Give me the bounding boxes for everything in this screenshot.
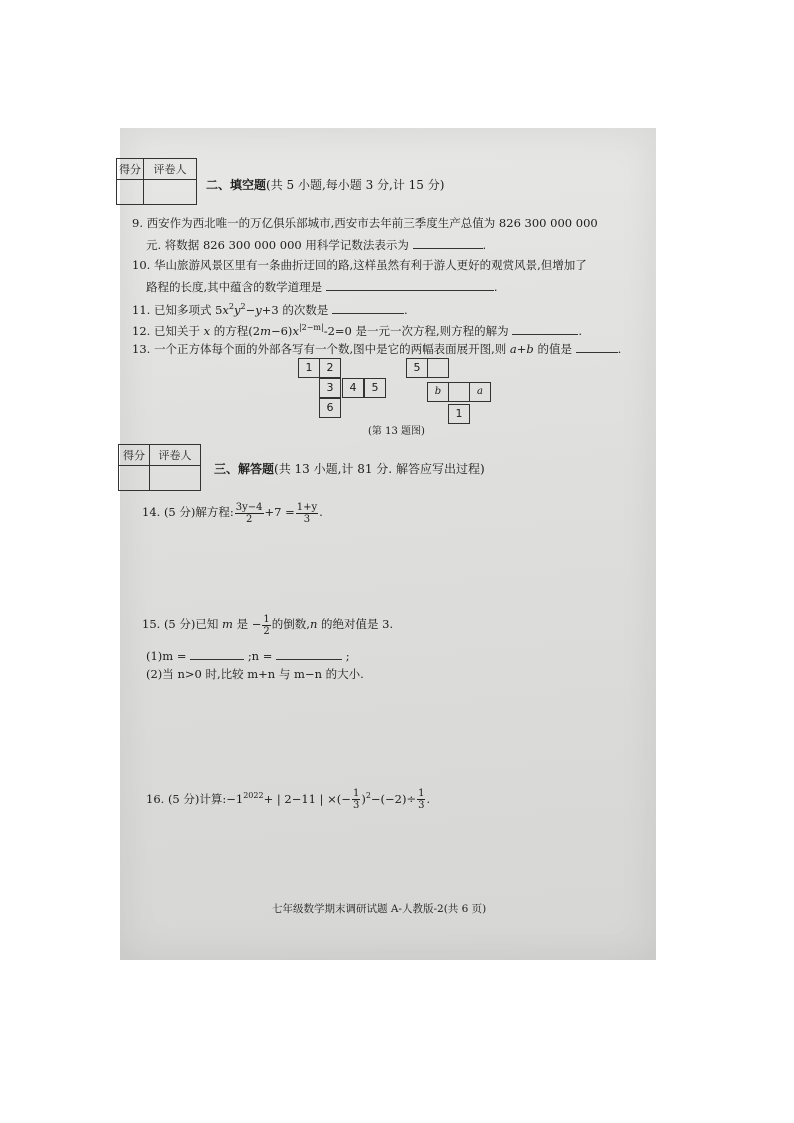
q15-part1 — [146, 648, 350, 663]
q15-m-blank[interactable] — [190, 648, 244, 660]
net1-cell-3: 3 — [319, 378, 341, 398]
grader-cell — [144, 180, 197, 205]
q16-end: . — [426, 791, 431, 806]
section2-title: 二、填空题 — [206, 178, 267, 192]
section3-note: (共 13 小题,计 81 分. 解答应写出过程) — [274, 462, 485, 476]
q16-den2: 3 — [418, 800, 425, 812]
q12-end: . — [578, 323, 582, 338]
section2-note: (共 5 小题,每小题 3 分,计 15 分) — [266, 178, 445, 192]
q9-text: 元. 将数据 826 300 000 000 用科学记数法表示为 — [146, 238, 409, 252]
q15-pre: 15. (5 分)已知 — [142, 617, 219, 631]
net1-cell-5: 5 — [364, 378, 386, 398]
q10-line1: 10. 华山旅游风景区里有一条曲折迂回的路,这样虽然有利于游人更好的观赏风景,但增加了 — [132, 258, 587, 272]
net2-cell-5: 5 — [406, 358, 428, 378]
score-cell-2 — [119, 466, 150, 491]
section3-title: 三、解答题 — [214, 462, 275, 476]
q14-fraction-1 — [235, 502, 264, 525]
q15-fraction — [262, 614, 270, 637]
q12-mid: 的方程(2 — [213, 323, 261, 338]
q15-part2: (2)当 n>0 时,比较 m+n 与 m−n 的大小. — [146, 667, 364, 681]
q12-line: 12. 已知关于 x 的方程$(2m-6)x^{|2-m|}-2=0$ 是一元一次方程,则方程的解为 . — [132, 323, 582, 338]
score-cell — [117, 180, 144, 205]
net2-cell-b: b — [427, 382, 449, 402]
q9-answer-blank[interactable] — [413, 237, 483, 249]
q10-text: 路程的长度,其中蕴含的数学道理是 — [146, 280, 323, 294]
q11-pre: 11. 已知多项式 5 — [132, 302, 223, 317]
q16-fraction-1 — [352, 788, 360, 811]
q14-num2: 1+y — [296, 501, 318, 513]
q14-end: . — [319, 505, 323, 519]
q9-end: . — [482, 238, 487, 252]
q10-end: . — [493, 280, 498, 294]
q15-post: 的倒数, — [271, 617, 310, 631]
q16-mid2: ) — [361, 791, 366, 806]
q15-n: n — [309, 617, 318, 631]
figure-caption: (第 13 题图) — [368, 426, 425, 437]
q12-pre: 12. 已知关于 — [132, 323, 200, 338]
q15-n-blank[interactable] — [276, 648, 342, 660]
q16-mid: + | 2−11 | ×(− — [263, 791, 351, 806]
q16-sq: 2 — [365, 791, 371, 800]
q15-line — [142, 612, 393, 637]
q11-line: 11. 已知多项式 $5x^2y^2-y+3$ 的次数是 . — [132, 302, 408, 317]
net1-cell-1: 1 — [298, 358, 320, 378]
section2-heading — [206, 176, 444, 193]
q16-fraction-2 — [417, 788, 425, 811]
q15-p1-m: (1)m = — [146, 649, 187, 663]
q15-p1-n: ;n = — [247, 649, 273, 663]
q13-answer-blank[interactable] — [576, 341, 618, 353]
q9-line2 — [146, 237, 486, 252]
q12-answer-blank[interactable] — [512, 323, 578, 335]
q14-line — [142, 500, 323, 525]
net1-cell-2: 2 — [319, 358, 341, 378]
score-box-1 — [116, 158, 197, 205]
q13-line: 13. 一个正方体每个面的外部各写有一个数,图中是它的两幅表面展开图,则 a+b 的值是 . — [132, 342, 622, 356]
score-label: 得分 — [117, 159, 144, 180]
page-footer: 七年级数学期末调研试题 A-人教版-2(共 6 页) — [272, 903, 487, 915]
q15-num: 1 — [263, 613, 270, 625]
q15-is: 是 − — [236, 617, 262, 631]
q10-answer-blank[interactable] — [326, 279, 494, 291]
net1-cell-4: 4 — [342, 378, 364, 398]
q13-post: 的值是 — [537, 342, 572, 356]
q13-end: . — [617, 342, 622, 356]
net2-cell-blank-1 — [427, 358, 449, 378]
q16-line — [146, 784, 430, 811]
q14-pre: 14. (5 分)解方程: — [142, 505, 234, 519]
q11-end: . — [404, 302, 408, 317]
q16-pre: 16. (5 分)计算:−1 — [146, 791, 244, 806]
q14-num1: 3y−4 — [235, 501, 263, 513]
q14-den2: 3 — [303, 513, 311, 525]
q15-den: 2 — [263, 625, 270, 637]
exam-page — [120, 128, 656, 960]
q13-text: 13. 一个正方体每个面的外部各写有一个数,图中是它的两幅表面展开图,则 — [132, 342, 507, 356]
q15-tail: 的绝对值是 3. — [321, 617, 394, 631]
q16-mid3: −(−2)÷ — [370, 791, 417, 806]
grader-label-2: 评卷人 — [150, 445, 201, 466]
score-label-2: 得分 — [119, 445, 150, 466]
q16-num: 1 — [352, 788, 360, 800]
grader-label: 评卷人 — [144, 159, 197, 180]
score-box-2 — [118, 444, 201, 491]
q15-p1-end: ; — [345, 649, 350, 663]
q16-den: 3 — [352, 800, 360, 812]
grader-cell-2 — [150, 466, 201, 491]
q14-den1: 2 — [245, 513, 253, 525]
net2-cell-1: 1 — [448, 404, 470, 424]
q10-line2 — [146, 279, 497, 294]
q11-answer-blank[interactable] — [332, 302, 404, 314]
q14-mid: +7 = — [264, 505, 295, 519]
net1-cell-6: 6 — [319, 398, 341, 418]
q12-post: -2=0 是一元一次方程,则方程的解为 — [323, 323, 509, 338]
q15-m: m — [222, 617, 233, 631]
net2-cell-blank-2 — [448, 382, 470, 402]
section3-heading — [214, 460, 485, 477]
q11-post: 的次数是 — [278, 302, 329, 317]
q9-line1: 9. 西安作为西北唯一的万亿俱乐部城市,西安市去年前三季度生产总值为 826 300 000 000 — [132, 216, 598, 230]
net2-cell-a: a — [469, 382, 491, 402]
q16-num2: 1 — [418, 788, 425, 800]
q14-fraction-2 — [296, 502, 318, 525]
q16-exp: 2022 — [243, 791, 264, 800]
